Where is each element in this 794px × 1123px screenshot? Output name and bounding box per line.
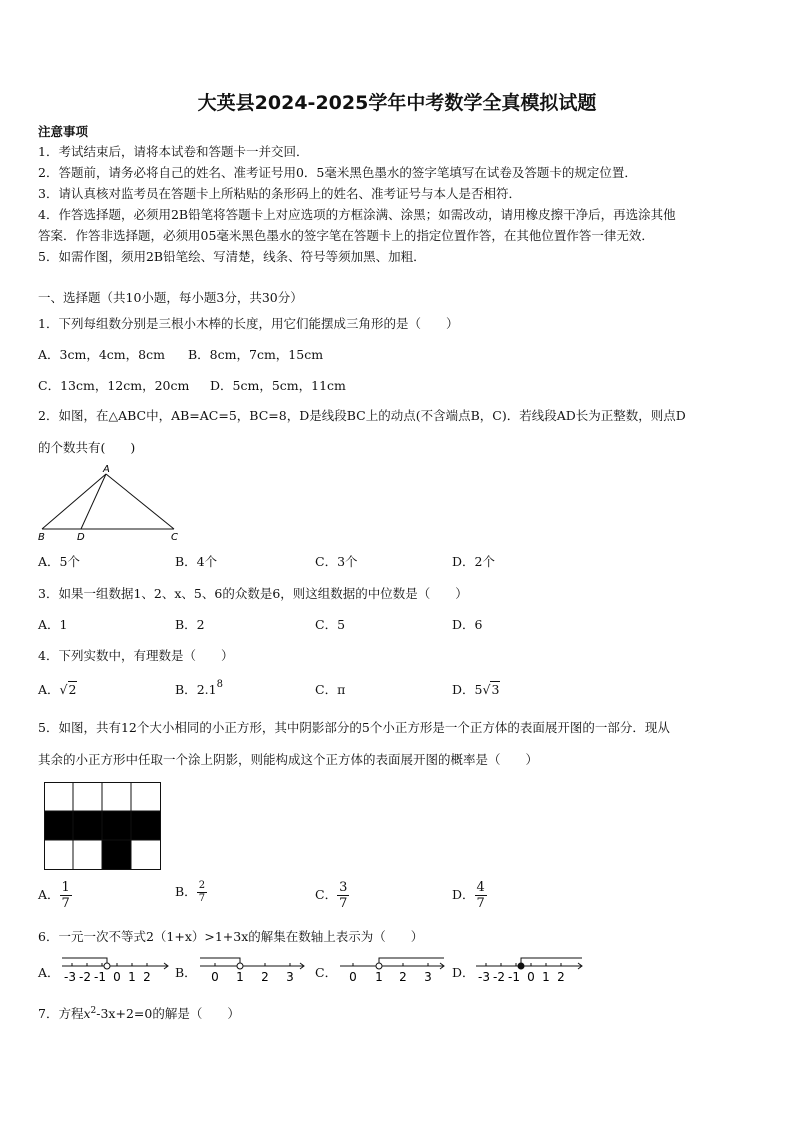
- q6-stem: 6．一元一次不等式2（1+x）>1+3x的解集在数轴上表示为（ ）: [38, 929, 424, 944]
- q1-option-b: B．8cm，7cm，15cm: [188, 347, 324, 362]
- q3-stem: 3．如果一组数据1、2、x、5、6的众数是6，则这组数据的中位数是（ ）: [38, 586, 468, 601]
- q5-stem: 5．如图，共有12个大小相同的小正方形，其中阴影部分的5个小正方形是一个正方体的表面展开图的一部分．现从: [38, 720, 670, 735]
- number-line-b: [196, 955, 308, 985]
- svg-text:0: 0: [113, 970, 121, 984]
- q4-option-b: B．$2.1^8$: [175, 679, 223, 697]
- svg-text:2: 2: [557, 970, 565, 984]
- svg-text:3: 3: [424, 970, 432, 984]
- svg-text:-2: -2: [493, 970, 505, 984]
- q4-option-c: C．π: [315, 682, 346, 697]
- q5-option-b: B． $\frac{2}{7}$: [175, 880, 206, 904]
- q3-option-c: C．5: [315, 617, 346, 632]
- q4-option-d: D．5√3: [452, 682, 500, 697]
- q6-option-c-label: C．: [315, 965, 338, 980]
- triangle-figure: [34, 462, 184, 544]
- label-c: C: [171, 532, 178, 543]
- q5-option-a: A． $\frac{1}{7}$: [38, 880, 70, 911]
- svg-text:-1: -1: [94, 970, 106, 984]
- number-line-a: [60, 955, 172, 985]
- svg-text:-2: -2: [79, 970, 91, 984]
- svg-text:1: 1: [236, 970, 244, 984]
- q3-option-b: B．2: [175, 617, 205, 632]
- notice-item: 1．考试结束后，请将本试卷和答题卡一并交回．: [38, 144, 309, 159]
- notice-item: 答案．作答非选择题，必须用05毫米黑色墨水的签字笔在答题卡上的指定位置作答，在其他位置作答一律无效．: [38, 228, 654, 243]
- q1-option-a: A．3cm，4cm，8cm: [38, 347, 165, 362]
- svg-text:0: 0: [349, 970, 357, 984]
- number-line-d: [474, 955, 586, 985]
- q2-stem-cont: 的个数共有( ): [38, 440, 136, 455]
- q4-option-a: A．√2: [38, 682, 77, 697]
- q7-stem: 7．方程$x^2-3x+2=0$的解是（ ）: [38, 1005, 240, 1021]
- q1-option-c: C．13cm，12cm，20cm: [38, 378, 190, 393]
- q3-option-d: D．6: [452, 617, 483, 632]
- label-b: B: [38, 532, 45, 543]
- q2-option-c: C．3个: [315, 554, 358, 569]
- svg-text:0: 0: [527, 970, 535, 984]
- svg-text:2: 2: [399, 970, 407, 984]
- label-d: D: [77, 532, 85, 543]
- q1-option-d: D．5cm，5cm，11cm: [210, 378, 346, 393]
- svg-text:3: 3: [286, 970, 294, 984]
- notice-item: 3．请认真核对监考员在答题卡上所粘贴的条形码上的姓名、准考证号与本人是否相符．: [38, 186, 521, 201]
- q6-option-b-label: B．: [175, 965, 197, 980]
- svg-text:-3: -3: [64, 970, 76, 984]
- q2-option-a: A．5个: [38, 554, 80, 569]
- label-a: A: [103, 464, 110, 475]
- number-line-c: [336, 955, 448, 985]
- section-heading: 一、选择题（共10小题，每小题3分，共30分）: [38, 290, 303, 305]
- svg-text:0: 0: [211, 970, 219, 984]
- svg-text:1: 1: [128, 970, 136, 984]
- notice-item: 5．如需作图，须用2B铅笔绘、写清楚，线条、符号等须加黑、加粗．: [38, 249, 426, 264]
- svg-text:1: 1: [375, 970, 383, 984]
- sqrt-symbol: √3: [482, 682, 500, 697]
- q5-option-d: D． $\frac{4}{7}$: [452, 880, 485, 911]
- notice-heading: 注意事项: [38, 124, 89, 139]
- page-title: 大英县2024-2025学年中考数学全真模拟试题: [197, 92, 597, 114]
- svg-text:2: 2: [143, 970, 151, 984]
- notice-item: 2．答题前，请务必将自己的姓名、准考证号用0．5毫米黑色墨水的签字笔填写在试卷及答题卡的规定位置．: [38, 165, 637, 180]
- q3-option-a: A．1: [38, 617, 68, 632]
- svg-text:-3: -3: [478, 970, 490, 984]
- q6-option-d-label: D．: [452, 965, 475, 980]
- svg-text:2: 2: [261, 970, 269, 984]
- notice-item: 4．作答选择题，必须用2B铅笔将答题卡上对应选项的方框涂满、涂黑；如需改动，请用橡皮擦干净后，再选涂其他: [38, 207, 676, 222]
- q2-option-b: B．4个: [175, 554, 218, 569]
- q6-option-a-label: A．: [38, 965, 60, 980]
- repeating-dot-digit: 8: [216, 679, 223, 690]
- q2-option-d: D．2个: [452, 554, 495, 569]
- sqrt-symbol: √2: [59, 682, 77, 697]
- cube-net-grid: [44, 782, 162, 870]
- q5-option-c: C． $\frac{3}{7}$: [315, 880, 348, 911]
- q4-stem: 4．下列实数中，有理数是（ ）: [38, 648, 234, 663]
- svg-text:-1: -1: [508, 970, 520, 984]
- q1-stem: 1．下列每组数分别是三根小木棒的长度，用它们能摆成三角形的是（ ）: [38, 316, 459, 331]
- q5-stem-cont: 其余的小正方形中任取一个涂上阴影，则能构成这个正方体的表面展开图的概率是（ ）: [38, 752, 539, 767]
- q2-stem: 2．如图，在△ABC中，AB=AC=5，BC=8，D是线段BC上的动点(不含端点B，C)．若线段AD长为正整数，则点D: [38, 408, 686, 423]
- svg-text:1: 1: [542, 970, 550, 984]
